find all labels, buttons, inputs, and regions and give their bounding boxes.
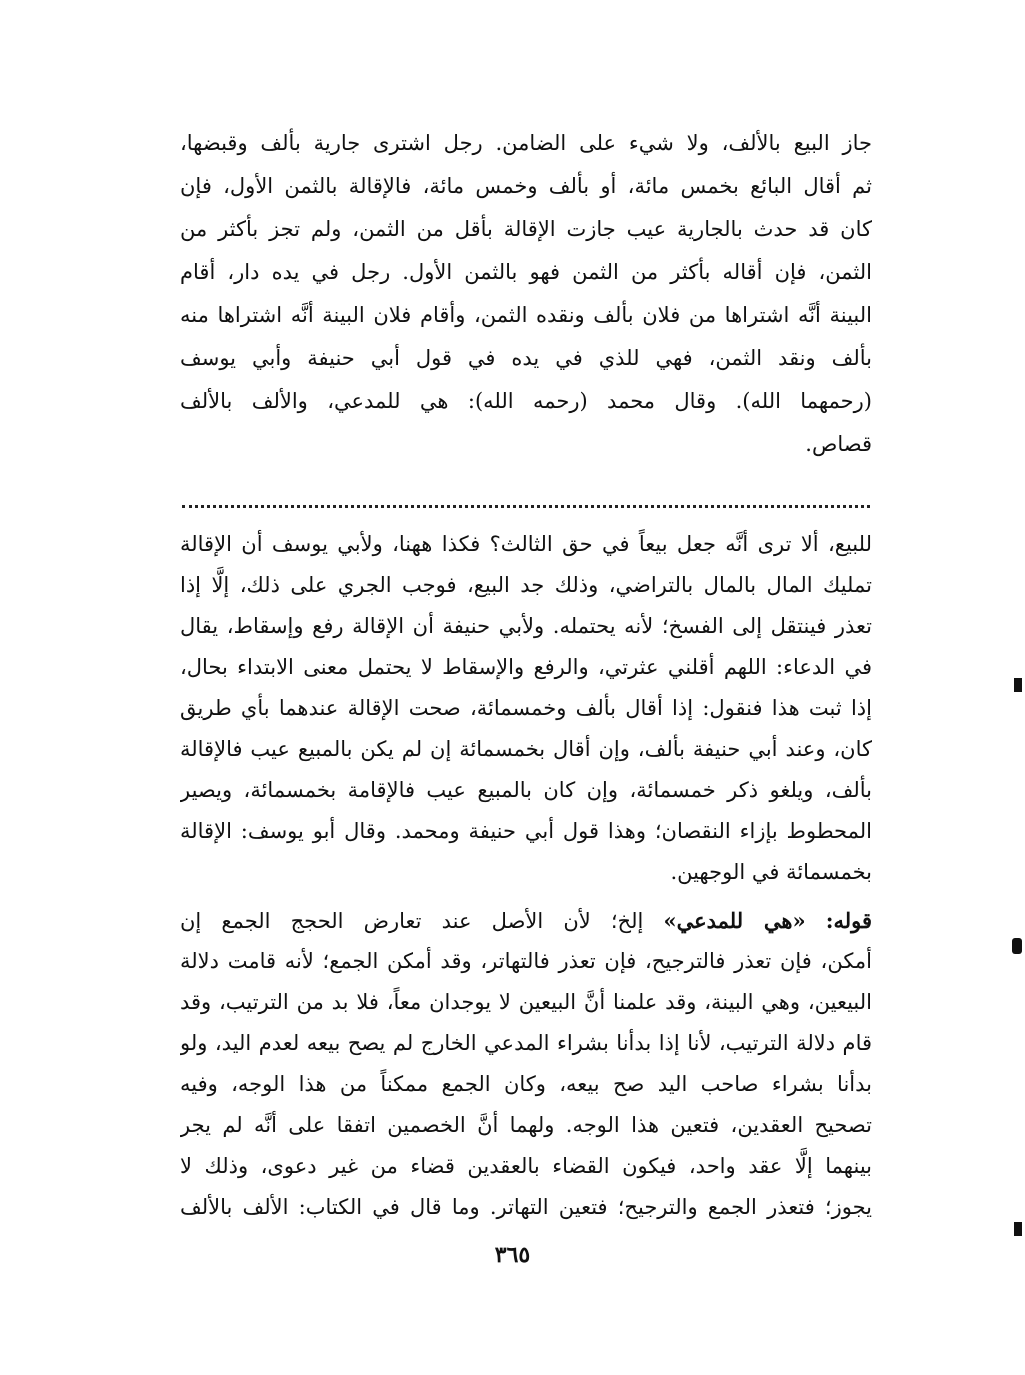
text-line: أمكن، فإن تعذر فالترجيح، فإن تعذر فالتهاتر، وقد أمكن الجمع؛ لأنه قامت دلالة [180, 949, 872, 973]
scan-mark [1014, 1222, 1022, 1236]
commentary-text [180, 524, 872, 893]
lead-rest: إلخ؛ لأن الأصل عند تعارض الحجج الجمع إن [180, 909, 664, 933]
text-line: تصحيح العقدين، فتعين هذا الوجه. ولهما أنَّ الخصمين اتفقا على أنَّه لم يجر [180, 1113, 872, 1137]
text-line: بينهما إلَّا عقد واحد، فيكون القضاء بالعقدين قضاء من غير دعوى، وذلك لا [180, 1154, 872, 1178]
text-line: بألف ونقد الثمن، فهي للذي في يده في قول أبي حنيفة وأبي يوسف [180, 346, 872, 370]
text-line: كان قد حدث بالجارية عيب جازت الإقالة بأقل من الثمن، ولم تجز بأكثر من [180, 217, 872, 241]
text-line: البيعين، وهي البينة، وقد علمنا أنَّ البيعين لا يوجدان معاً، فلا بد من الترتيب، وقد [180, 990, 872, 1014]
text-line: قصاص. [805, 432, 872, 456]
text-line: المحطوط بإزاء النقصان؛ وهذا قول أبي حنيفة ومحمد. وقال أبو يوسف: الإقالة [180, 819, 872, 843]
dotted-divider [182, 505, 870, 508]
text-line: البينة أنَّه اشتراها من فلان بألف ونقده الثمن، وأقام فلان البينة أنَّه اشتراها منه [180, 303, 872, 327]
text-line: بدأنا بشراء صاحب اليد صح بيعه، وكان الجمع ممكناً من هذا الوجه، وفيه [180, 1072, 872, 1096]
lead-quote: «هي للمدعي» [663, 908, 806, 933]
text-line: كان، وعند أبي حنيفة بألف، وإن أقال بخمسمائة إن لم يكن بالمبيع عيب فالإقالة [180, 737, 872, 761]
text-line: للبيع، ألا ترى أنَّه جعل بيعاً في حق الثالث؟ فكذا ههنا، ولأبي يوسف أن الإقالة [180, 532, 872, 556]
text-line: قام دلالة الترتيب، لأنا إذا بدأنا بشراء المدعي الخارج لم يصح بيعه لعدم اليد، ولو [180, 1031, 872, 1055]
text-line: تمليك المال بالمال بالتراضي، وذلك جد البيع، فوجب الجري على ذلك، إلَّا إذا [180, 573, 872, 597]
scan-mark [1012, 938, 1022, 954]
main-text [180, 122, 872, 466]
page-number: ٣٦٥ [494, 1242, 531, 1268]
text-line: بخمسمائة في الوجهين. [670, 860, 872, 884]
scan-mark [1014, 678, 1022, 692]
text-line: الثمن، فإن أقاله بأكثر من الثمن فهو بالثمن الأول. رجل في يده دار، أقام [180, 260, 872, 284]
text-line: (رحمهما الله). وقال محمد (رحمه الله): هي للمدعي، والألف بالألف [180, 389, 872, 413]
text-line-lead [180, 900, 872, 941]
second-commentary [180, 900, 872, 1228]
text-line: جاز البيع بالألف، ولا شيء على الضامن. رجل اشترى جارية بألف وقبضها، [180, 131, 872, 155]
text-line: ثم أقال البائع بخمس مائة، أو بألف وخمس مائة، فالإقالة بالثمن الأول، فإن [180, 174, 872, 198]
text-line: في الدعاء: اللهم أقلني عثرتي، والرفع والإسقاط لا يحتمل معنى الابتداء بحال، [180, 655, 872, 679]
text-line: إذا ثبت هذا فنقول: إذا أقال بألف وخمسمائة، صحت الإقالة عندهما بأي طريق [180, 696, 872, 720]
text-line: تعذر فينتقل إلى الفسخ؛ لأنه يحتمله. ولأبي حنيفة أن الإقالة رفع وإسقاط، يقال [180, 614, 872, 638]
text-line: بألف، ويلغو ذكر خمسمائة، وإن كان بالمبيع عيب فالإقامة بخمسمائة، ويصير [180, 778, 872, 802]
text-line: يجوز؛ فتعذر الجمع والترجيح؛ فتعين التهاتر. وما قال في الكتاب: الألف بالألف [180, 1195, 872, 1219]
lead-label: قوله: [825, 908, 872, 933]
